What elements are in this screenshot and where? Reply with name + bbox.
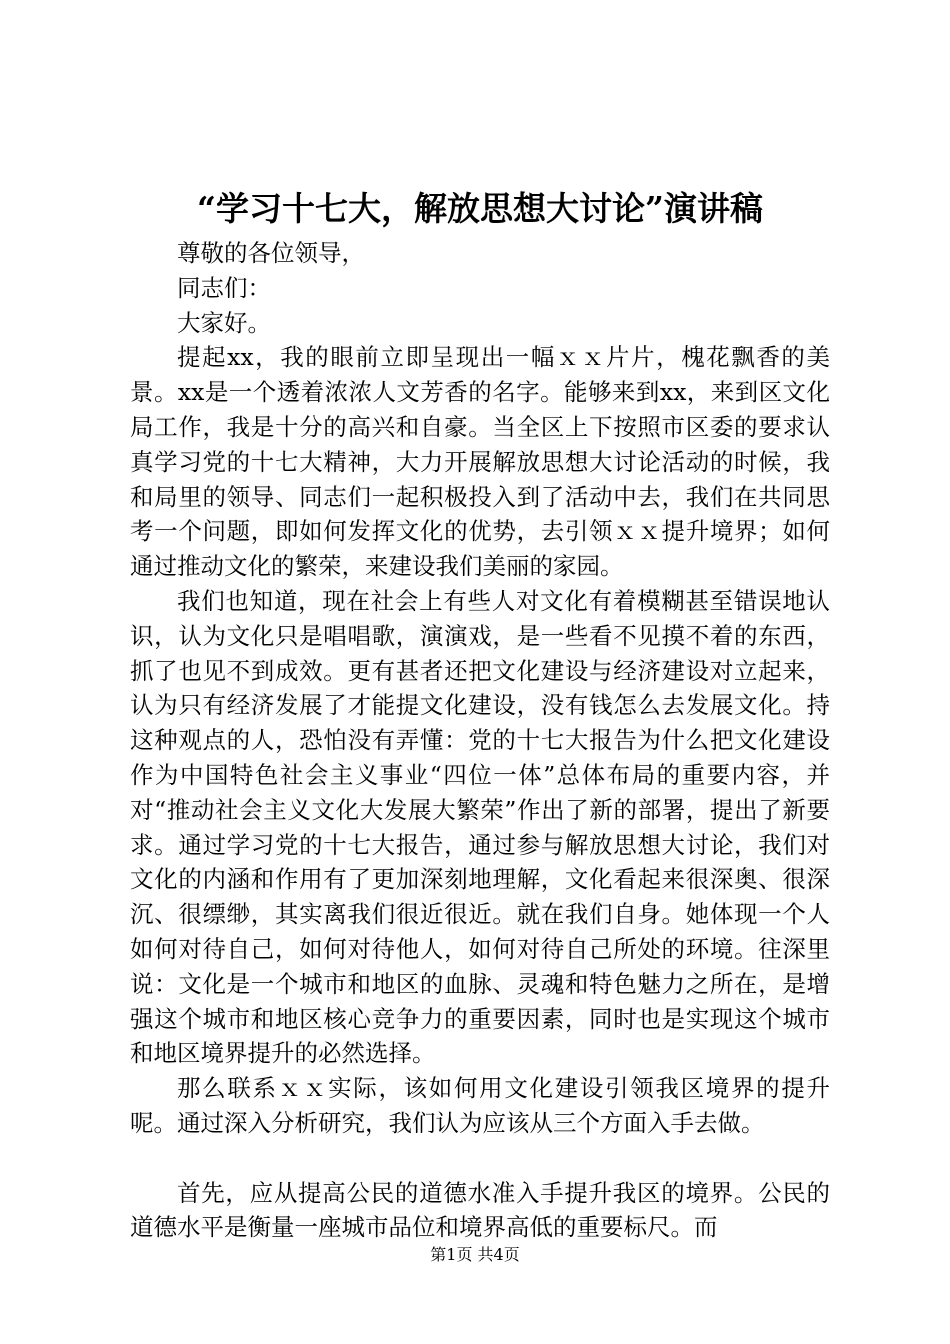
page-number-footer: 第1页 共4页 [430,1245,520,1264]
salutation-line: 尊敬的各位领导， [177,239,365,267]
greeting-line: 大家好。 [177,308,271,337]
body-paragraph: 那么联系ｘｘ实际，该如何用文化建设引领我区境界的提升呢。通过深入分析研究，我们认为应该从三个方面入手去做。 [130,1074,830,1137]
body-paragraph: 首先，应从提高公民的道德水准入手提升我区的境界。公民的道德水平是衡量一座城市品位和境界高低的重要标尺。而 [130,1178,830,1242]
document-title: “学习十七大，解放思想大讨论”演讲稿 [197,189,763,228]
body-paragraph: 提起xx，我的眼前立即呈现出一幅ｘｘ片片，槐花飘香的美景。xx是一个透着浓浓人文芳香的名字。能够来到xx，来到区文化局工作，我是十分的高兴和自豪。当全区上下按照市区委的要求认真学习党的十七大精神，大力开展解放思想大讨论活动的时候，我和局里的领导、同志们一起积极投入到了活动中去，我们在共同思考一个问题，即如何发挥文化的优势，去引领ｘｘ提升境界；如何通过推动文化的繁荣，来建设我们美丽的家园。 [130,343,830,581]
blank-line [130,1141,830,1176]
body-paragraph: 我们也知道，现在社会上有些人对文化有着模糊甚至错误地认识，认为文化只是唱唱歌，演演戏，是一些看不见摸不着的东西，抓了也见不到成效。更有甚者还把文化建设与经济建设对立起来，认为只有经济发展了才能提文化建设，没有钱怎么去发展文化。持这种观点的人，恐怕没有弄懂：党的十七大报告为什么把文化建设作为中国特色社会主义事业“四位一体”总体布局的重要内容，并对“推动社会主义文化大发展大繁荣”作出了新的部署，提出了新要求。通过学习党的十七大报告，通过参与解放思想大讨论，我们对文化的内涵和作用有了更加深刻地理解，文化看起来很深奥、很深沉、很缥缈，其实离我们很近很近。就在我们自身。她体现一个人如何对待自己，如何对待他人，如何对待自己所处的环境。往深里说：文化是一个城市和地区的血脉、灵魂和特色魅力之所在，是增强这个城市和地区核心竞争力的重要因素，同时也是实现这个城市和地区境界提升的必然选择。 [130,586,830,1068]
document-body [130,236,830,1245]
salutation-line: 同志们： [177,273,271,302]
